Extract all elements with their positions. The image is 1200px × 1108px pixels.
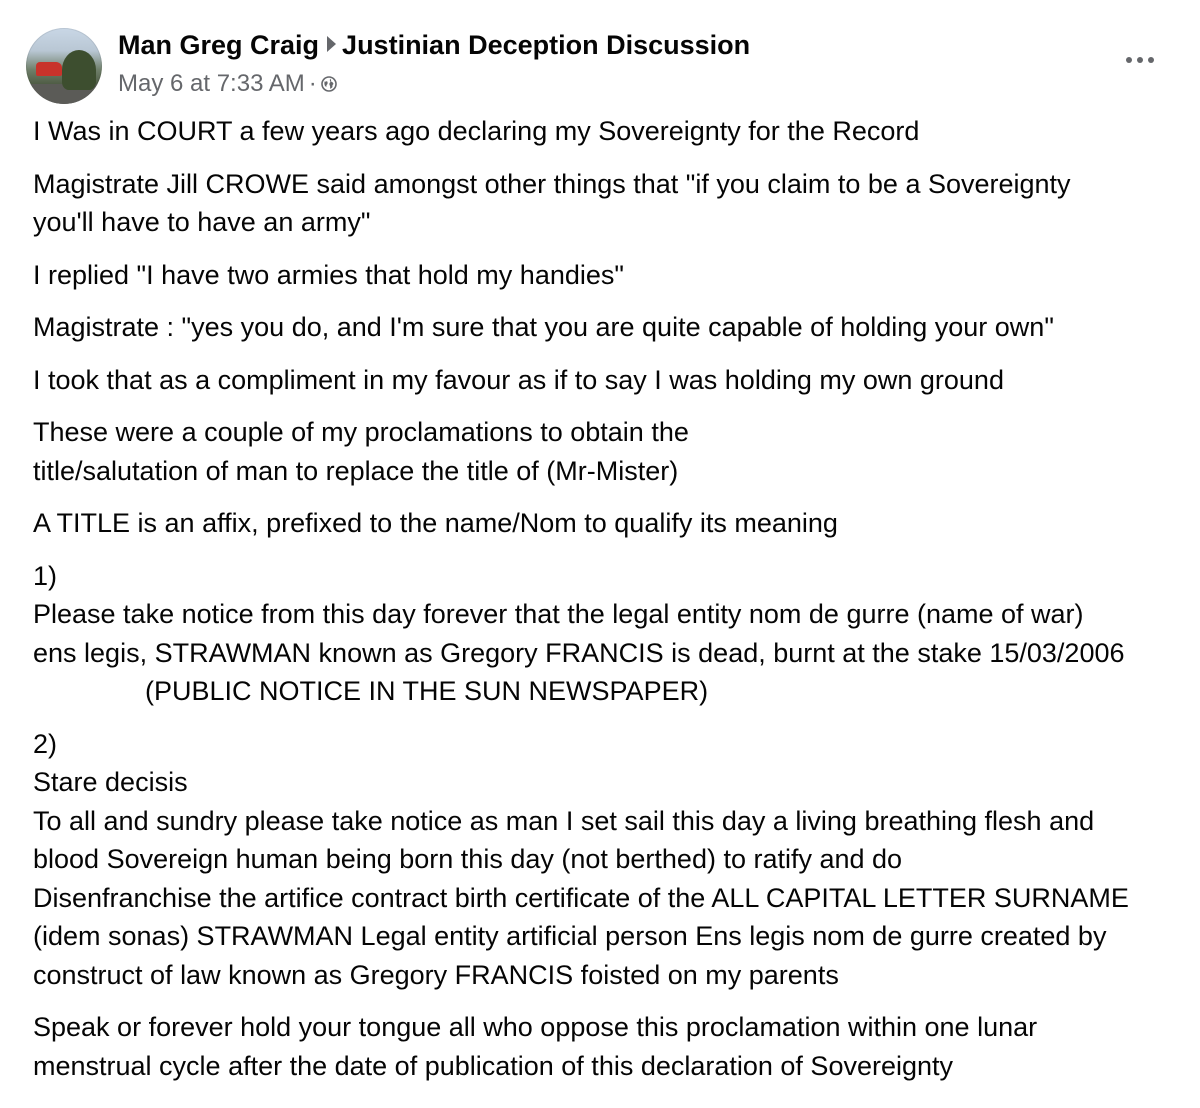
paragraph-line: title/salutation of man to replace the title of (Mr-Mister) [33,455,679,486]
more-options-icon[interactable] [1122,54,1162,66]
paragraph-text: A TITLE is an affix, prefixed to the name/Nom to qualify its meaning [33,508,838,538]
paragraph-line: Please take notice from this day forever that the legal entity nom de gurre (name of war) [33,599,1084,629]
paragraph [33,557,1183,711]
post-header [26,24,1176,100]
paragraph-line: Stare decisis [33,767,188,797]
paragraph-line: Disenfranchise the artifice contract birth certificate of the ALL CAPITAL LETTER SURNAME [33,882,1129,913]
paragraph-text: I Was in COURT a few years ago declaring my Sovereignty for the Record [33,116,920,146]
paragraph [33,504,1183,543]
paragraph [33,165,1183,242]
paragraph [33,112,1183,151]
paragraph-line: menstrual cycle after the date of publication of this declaration of Sovereignty [33,1050,954,1081]
avatar[interactable] [26,28,102,104]
paragraph-text: I replied "I have two armies that hold my handies" [33,259,624,290]
paragraph-line: These were a couple of my proclamations to obtain the [33,417,689,447]
paragraph-line: (PUBLIC NOTICE IN THE SUN NEWSPAPER) [145,676,709,706]
paragraph-line: Speak or forever hold your tongue all who oppose this proclamation within one lunar [33,1012,1038,1042]
post-title [118,30,750,61]
paragraph-text: I took that as a compliment in my favour as if to say I was holding my own ground [33,364,1004,395]
more-dot [1137,57,1143,63]
paragraph-line: To all and sundry please take notice as man I set sail this day a living breathing flesh and [33,805,1095,836]
more-dot [1126,57,1132,63]
author-name[interactable]: Man Greg Craig [118,30,320,60]
paragraph [33,256,1183,295]
paragraph-line: Magistrate Jill CROWE said amongst other things that "if you claim to be a Sovereignty [33,168,1071,199]
paragraph [33,413,1183,490]
globe-icon[interactable] [321,76,337,92]
avatar-car [36,62,62,76]
paragraph [33,725,1183,995]
paragraph-line: (idem sonas) STRAWMAN Legal entity artificial person Ens legis nom de gurre created by [33,921,1107,951]
paragraph-line: construct of law known as Gregory FRANCIS foisted on my parents [33,959,839,990]
paragraph-line: ens legis, STRAWMAN known as Gregory FRANCIS is dead, burnt at the stake 15/03/2006 [33,637,1125,668]
group-name[interactable]: Justinian Deception Discussion [342,30,751,60]
paragraph [33,308,1183,347]
meta-separator: · [308,70,317,97]
arrow-right-icon [327,36,336,52]
paragraph-line: 2) [33,728,58,759]
paragraph-line: you'll have to have an army" [33,207,371,237]
paragraph-text: Magistrate : "yes you do, and I'm sure that you are quite capable of holding your own" [33,312,1054,342]
avatar-tree [62,50,96,90]
post-body [33,112,1183,1099]
paragraph-line: 1) [33,560,58,591]
more-dot [1148,57,1154,63]
paragraph [33,1008,1183,1085]
paragraph-line: blood Sovereign human being born this day (not berthed) to ratify and do [33,844,903,874]
post-timestamp[interactable]: May 6 at 7:33 AM [118,70,305,97]
post-meta [118,70,337,98]
paragraph [33,361,1183,400]
